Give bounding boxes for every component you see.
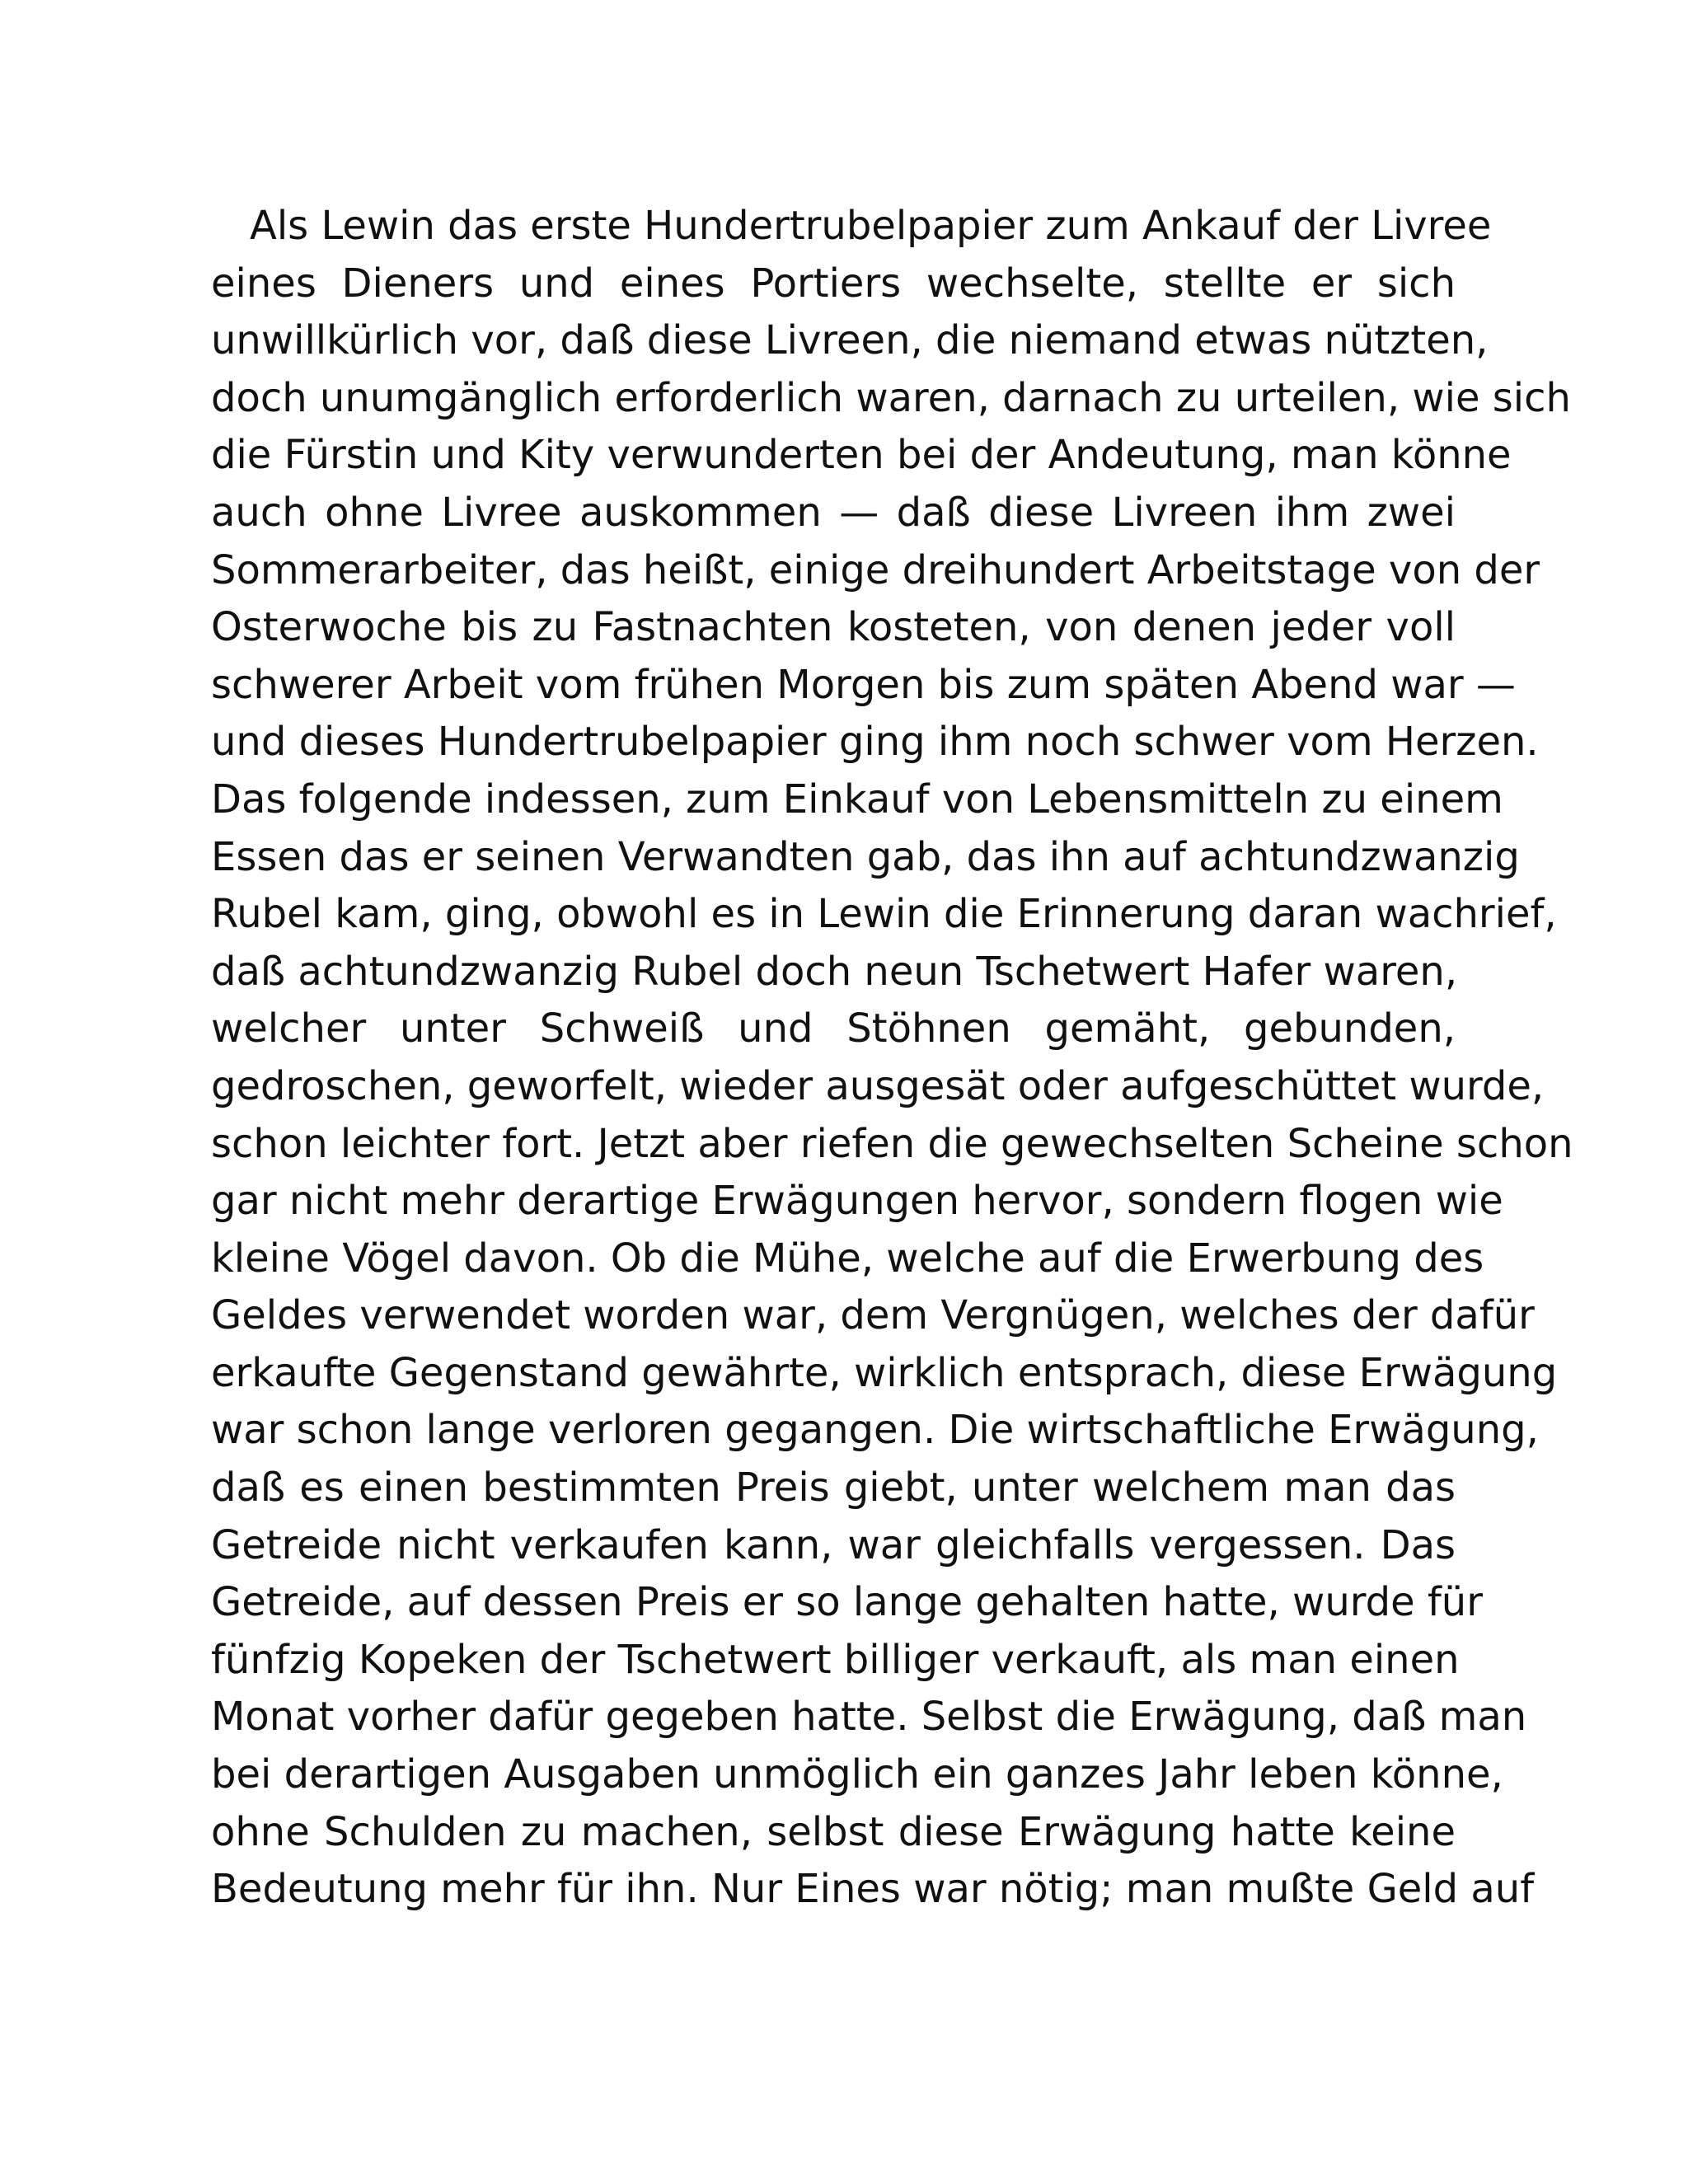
text-line: schon leichter fort. Jetzt aber riefen die gewechselten Scheine schon bbox=[211, 1120, 1573, 1167]
text-line: Essen das er seinen Verwandten gab, das ihn auf achtundzwanzig bbox=[211, 833, 1520, 880]
text-line: erkaufte Gegenstand gewährte, wirklich entsprach, diese Erwägung bbox=[211, 1349, 1558, 1396]
text-line: Osterwoche bis zu Fastnachten kosteten, von denen jeder voll bbox=[211, 604, 1456, 651]
text-line: und dieses Hundertrubelpapier ging ihm noch schwer vom Herzen. bbox=[211, 719, 1539, 766]
text-line: gedroschen, geworfelt, wieder ausgesät oder aufgeschüttet wurde, bbox=[211, 1062, 1545, 1109]
text-line: Als Lewin das erste Hundertrubelpapier zum Ankauf der Livree bbox=[250, 203, 1492, 249]
text-line: Monat vorher dafür gegeben hatte. Selbst die Erwägung, daß man bbox=[211, 1694, 1527, 1741]
text-line: gar nicht mehr derartige Erwägungen hervor, sondern flogen wie bbox=[211, 1178, 1503, 1225]
text-line: daß es einen bestimmten Preis giebt, unter welchem man das bbox=[211, 1465, 1456, 1511]
text-line: unwillkürlich vor, daß diese Livreen, die niemand etwas nützten, bbox=[211, 317, 1489, 364]
text-line: Sommerarbeiter, das heißt, einige dreihundert Arbeitstage von der bbox=[211, 546, 1540, 593]
text-line: kleine Vögel davon. Ob die Mühe, welche auf die Erwerbung des bbox=[211, 1235, 1484, 1282]
text-line: Getreide nicht verkaufen kann, war gleichfalls vergessen. Das bbox=[211, 1521, 1456, 1568]
text-line: Getreide, auf dessen Preis er so lange gehalten hatte, wurde für bbox=[211, 1579, 1483, 1626]
text-line: auch ohne Livree auskommen — daß diese Livreen ihm zwei bbox=[211, 489, 1456, 536]
text-line: war schon lange verloren gegangen. Die wirtschaftliche Erwägung, bbox=[211, 1407, 1539, 1454]
text-line: ohne Schulden zu machen, selbst diese Erwägung hatte keine bbox=[211, 1808, 1456, 1855]
text-line: schwerer Arbeit vom frühen Morgen bis zum späten Abend war — bbox=[211, 661, 1516, 708]
text-line: Rubel kam, ging, obwohl es in Lewin die Erinnerung daran wachrief, bbox=[211, 891, 1557, 938]
text-line: Bedeutung mehr für ihn. Nur Eines war nötig; man mußte Geld auf bbox=[211, 1866, 1535, 1913]
text-line: welcher unter Schweiß und Stöhnen gemäht, gebunden, bbox=[211, 1005, 1456, 1052]
text-line: eines Dieners und eines Portiers wechselte, stellte er sich bbox=[211, 260, 1456, 307]
text-line: die Fürstin und Kity verwunderten bei der Andeutung, man könne bbox=[211, 432, 1512, 479]
text-line: Das folgende indessen, zum Einkauf von Lebensmitteln zu einem bbox=[211, 776, 1503, 823]
text-line: bei derartigen Ausgaben unmöglich ein ganzes Jahr leben könne, bbox=[211, 1751, 1503, 1798]
text-line: Geldes verwendet worden war, dem Vergnügen, welches der dafür bbox=[211, 1292, 1535, 1339]
text-line: fünfzig Kopeken der Tschetwert billiger verkauft, als man einen bbox=[211, 1636, 1460, 1683]
body-paragraph bbox=[211, 198, 1573, 1919]
text-line: doch unumgänglich erforderlich waren, darnach zu urteilen, wie sich bbox=[211, 374, 1571, 421]
text-line: daß achtundzwanzig Rubel doch neun Tschetwert Hafer waren, bbox=[211, 948, 1458, 995]
